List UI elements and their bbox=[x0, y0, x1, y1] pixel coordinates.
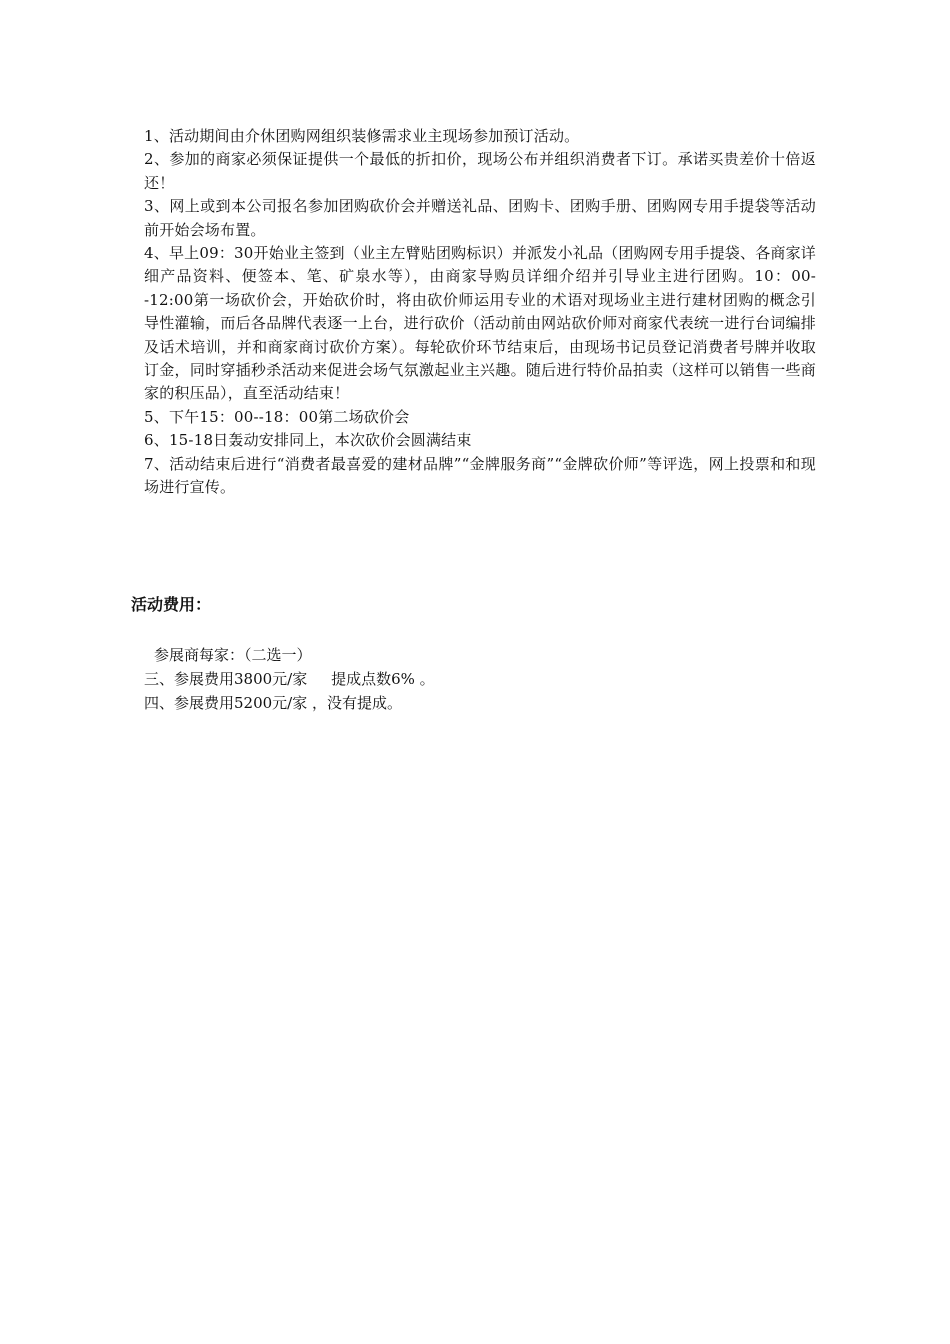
fees-heading: 活动费用： bbox=[131, 595, 212, 614]
step-4: 4、早上09：30开始业主签到（业主左臂贴团购标识）并派发小礼品（团购网专用手提袋、各商家详细产品资料、便签本、笔、矿泉水等），由商家导购员详细介绍并引导业主进行团购。10：00--12:00第一场砍价会，开始砍价时，将由砍价师运用专业的术语对现场业主进行建材团购的概念引导性灌输，而后各品牌代表逐一上台，进行砍价（活动前由网站砍价师对商家代表统一进行台词编排及话术培训，并和商家商讨砍价方案）。每轮砍价环节结束后，由现场书记员登记消费者号牌并收取订金，同时穿插秒杀活动来促进会场气氛激起业主兴趣。随后进行特价品拍卖（这样可以销售一些商家的积压品），直至活动结束！ bbox=[144, 244, 816, 403]
step-1: 1、活动期间由介休团购网组织装修需求业主现场参加预订活动。 bbox=[144, 127, 580, 145]
step-7: 7、活动结束后进行“消费者最喜爱的建材品牌”“金牌服务商”“金牌砍价师”等评选，网上投票和和现场进行宣传。 bbox=[144, 454, 816, 497]
fee-option-a: 三、参展费用3800元/家 提成点数6% 。 bbox=[144, 670, 435, 688]
fees-intro: 参展商每家：（二选一） bbox=[154, 646, 312, 664]
step-2: 2、参加的商家必须保证提供一个最低的折扣价，现场公布并组织消费者下订。承诺买贵差价十倍返还！ bbox=[144, 150, 816, 192]
fee-option-b: 四、参展费用5200元/家 ，没有提成。 bbox=[144, 694, 402, 712]
fees-section bbox=[144, 643, 744, 715]
activity-steps bbox=[144, 125, 816, 500]
step-6: 6、15-18日轰动安排同上，本次砍价会圆满结束 bbox=[144, 431, 472, 450]
step-5: 5、下午15：00--18：00第二场砍价会 bbox=[144, 407, 410, 426]
step-3: 3、网上或到本公司报名参加团购砍价会并赠送礼品、团购卡、团购手册、团购网专用手提袋等活动前开始会场布置。 bbox=[144, 197, 816, 239]
